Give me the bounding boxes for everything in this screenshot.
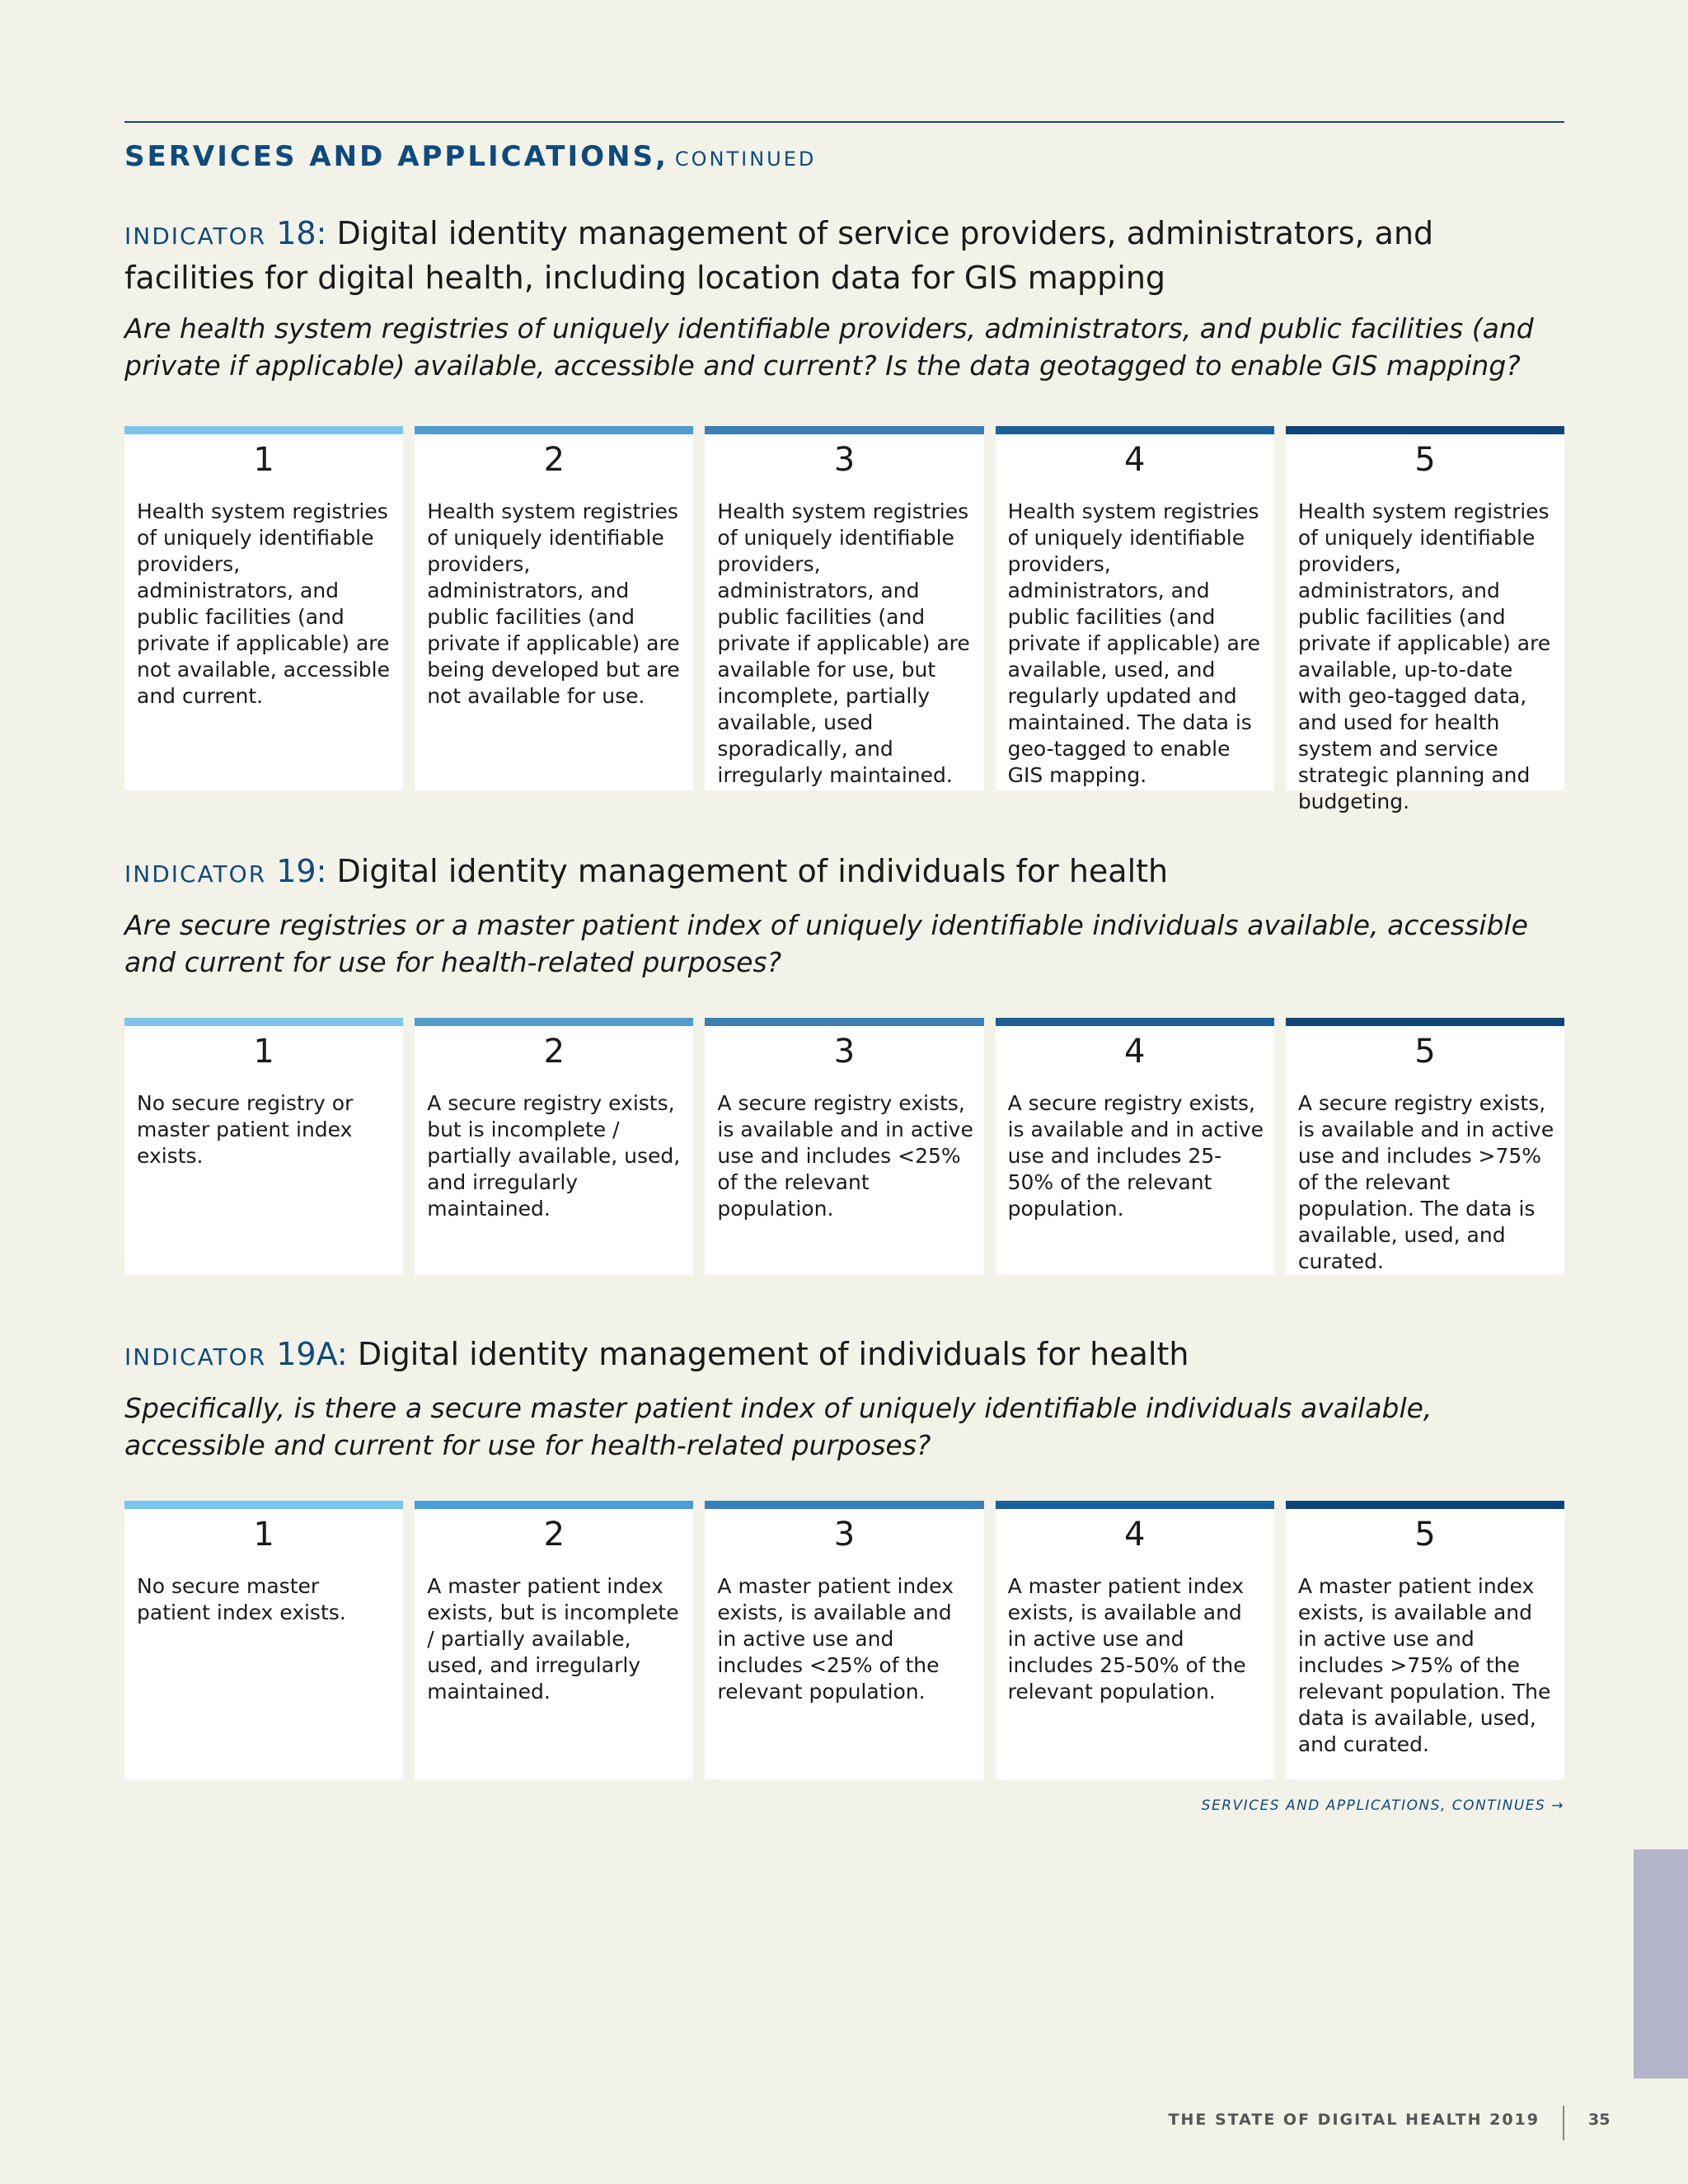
- level-description: A secure registry exists, is available and in active use and includes <25% of the relevant population.: [717, 1091, 973, 1221]
- level-card-5: [1286, 426, 1564, 813]
- footer-divider: [1563, 2106, 1564, 2140]
- level-bar: [705, 1018, 983, 1026]
- level-bar: [415, 1018, 693, 1026]
- level-description: Health system registries of uniquely identifiable providers, administrators, and public facilities (and private if applicable) are being developed but are not available for use.: [427, 499, 680, 708]
- level-description: A master patient index exists, is available and in active use and includes <25% of the relevant population.: [717, 1574, 954, 1704]
- indicator-18: [124, 213, 1564, 384]
- level-number: 5: [1414, 441, 1436, 479]
- level-card-3: [705, 426, 983, 790]
- level-bar: [415, 426, 693, 434]
- indicator-19-levels: [124, 1018, 1564, 1275]
- level-number: 5: [1414, 1033, 1436, 1071]
- indicator-heading: [124, 851, 1564, 895]
- footer: [0, 2106, 1688, 2139]
- level-description: A master patient index exists, is available and in active use and includes 25-50% of the relevant population.: [1007, 1574, 1246, 1704]
- level-description: A secure registry exists, is available and in active use and includes >75% of the relevant population. The data is available, used, and curated.: [1297, 1091, 1554, 1273]
- level-bar: [1286, 426, 1564, 434]
- level-card-2: [415, 1018, 693, 1275]
- level-bar: [124, 1018, 403, 1026]
- level-card-1: [124, 1018, 403, 1275]
- level-description: A secure registry exists, is available and in active use and includes 25-50% of the relevant population.: [1007, 1091, 1264, 1221]
- level-number: 1: [253, 1033, 274, 1071]
- level-bar: [705, 426, 983, 434]
- level-number: 3: [833, 1033, 856, 1071]
- level-description: Health system registries of uniquely identifiable providers, administrators, and public facilities (and private if applicable) are available, up-to-date with geo-tagged data, and used for health system and service strategic planning and budgeting.: [1297, 499, 1551, 813]
- indicator-question: Are secure registries or a master patient index of uniquely identifiable individuals available, accessible and current for use for health-related purposes?: [124, 909, 1528, 978]
- level-card-2: [415, 1501, 693, 1779]
- section-title: [124, 140, 816, 173]
- indicator-19: [124, 851, 1564, 981]
- level-description: Health system registries of uniquely identifiable providers, administrators, and public facilities (and private if applicable) are available for use, but incomplete, partially available, used sporadically, and irregularly maintained.: [717, 499, 970, 787]
- level-description: A master patient index exists, is available and in active use and includes >75% of the relevant population. The data is available, used, and curated.: [1297, 1574, 1551, 1756]
- level-number: 4: [1123, 1516, 1146, 1554]
- level-card-3: [705, 1501, 983, 1779]
- level-number: 3: [833, 441, 856, 479]
- indicator-number: 19:: [276, 853, 327, 889]
- level-bar: [124, 1501, 403, 1509]
- level-description: Health system registries of uniquely identifiable providers, administrators, and public facilities (and private if applicable) are available, used, and regularly updated and maintained. The data is geo-tagged to enable GIS mapping.: [1007, 499, 1260, 787]
- level-number: 2: [543, 1516, 565, 1554]
- level-bar: [415, 1501, 693, 1509]
- top-divider: [124, 121, 1564, 123]
- level-number: 2: [543, 1033, 565, 1071]
- level-bar: [996, 1501, 1274, 1509]
- indicator-label: INDICATOR: [124, 223, 267, 250]
- level-card-4: [996, 426, 1274, 790]
- level-number: 1: [253, 1516, 274, 1554]
- indicator-19a-levels: [124, 1501, 1564, 1779]
- level-card-5: [1286, 1501, 1564, 1779]
- indicator-label: INDICATOR: [124, 1343, 267, 1371]
- indicator-number: 19A:: [276, 1336, 348, 1372]
- level-bar: [1286, 1501, 1564, 1509]
- level-number: 4: [1123, 1033, 1146, 1071]
- section-title-continued: CONTINUED: [674, 148, 817, 171]
- level-bar: [1286, 1018, 1564, 1026]
- page-number: 35: [1588, 2111, 1611, 2129]
- continues-link[interactable]: SERVICES AND APPLICATIONS, CONTINUES →: [1201, 1797, 1564, 1814]
- indicator-18-levels: [124, 426, 1564, 813]
- level-number: 1: [253, 441, 274, 479]
- level-description: No secure master patient index exists.: [137, 1574, 346, 1624]
- level-bar: [996, 1018, 1274, 1026]
- indicator-heading: [124, 1333, 1564, 1378]
- level-description: A master patient index exists, but is incomplete / partially available, used, and irregularly maintained.: [427, 1574, 679, 1704]
- indicator-title: Digital identity management of individuals for health: [336, 853, 1169, 889]
- level-card-5: [1286, 1018, 1564, 1275]
- level-card-1: [124, 426, 403, 790]
- indicator-label: INDICATOR: [124, 860, 267, 888]
- indicator-heading: [124, 213, 1564, 298]
- level-bar: [996, 426, 1274, 434]
- side-section-tab: [1634, 1849, 1688, 2079]
- level-bar: [705, 1501, 983, 1509]
- level-card-2: [415, 426, 693, 790]
- indicator-number: 18:: [276, 215, 327, 251]
- level-description: No secure registry or master patient index exists.: [137, 1091, 354, 1168]
- level-description: A secure registry exists, but is incomplete / partially available, used, and irregularly maintained.: [427, 1091, 681, 1221]
- level-card-4: [996, 1501, 1274, 1779]
- indicator-title: Digital identity management of service providers, administrators, and facilities for digital health, including location data for GIS mapping: [124, 215, 1434, 296]
- level-number: 4: [1123, 441, 1146, 479]
- level-number: 3: [833, 1516, 856, 1554]
- level-card-3: [705, 1018, 983, 1275]
- section-title-main: SERVICES AND APPLICATIONS,: [124, 140, 668, 173]
- level-card-4: [996, 1018, 1274, 1275]
- indicator-question: Are health system registries of uniquely identifiable providers, administrators, and public facilities (and private if applicable) available, accessible and current? Is the data geotagged to enable GIS mapping?: [124, 312, 1534, 382]
- level-number: 5: [1414, 1516, 1436, 1554]
- level-bar: [124, 426, 403, 434]
- indicator-question: Specifically, is there a secure master patient index of uniquely identifiable individuals available, accessible and current for use for health-related purposes?: [124, 1392, 1432, 1461]
- level-card-1: [124, 1501, 403, 1779]
- indicator-title: Digital identity management of individuals for health: [357, 1336, 1189, 1372]
- footer-title: THE STATE OF DIGITAL HEALTH 2019: [1168, 2111, 1540, 2129]
- level-description: Health system registries of uniquely identifiable providers, administrators, and public facilities (and private if applicable) are not available, accessible and current.: [137, 499, 391, 708]
- level-number: 2: [543, 441, 565, 479]
- indicator-19a: [124, 1333, 1564, 1464]
